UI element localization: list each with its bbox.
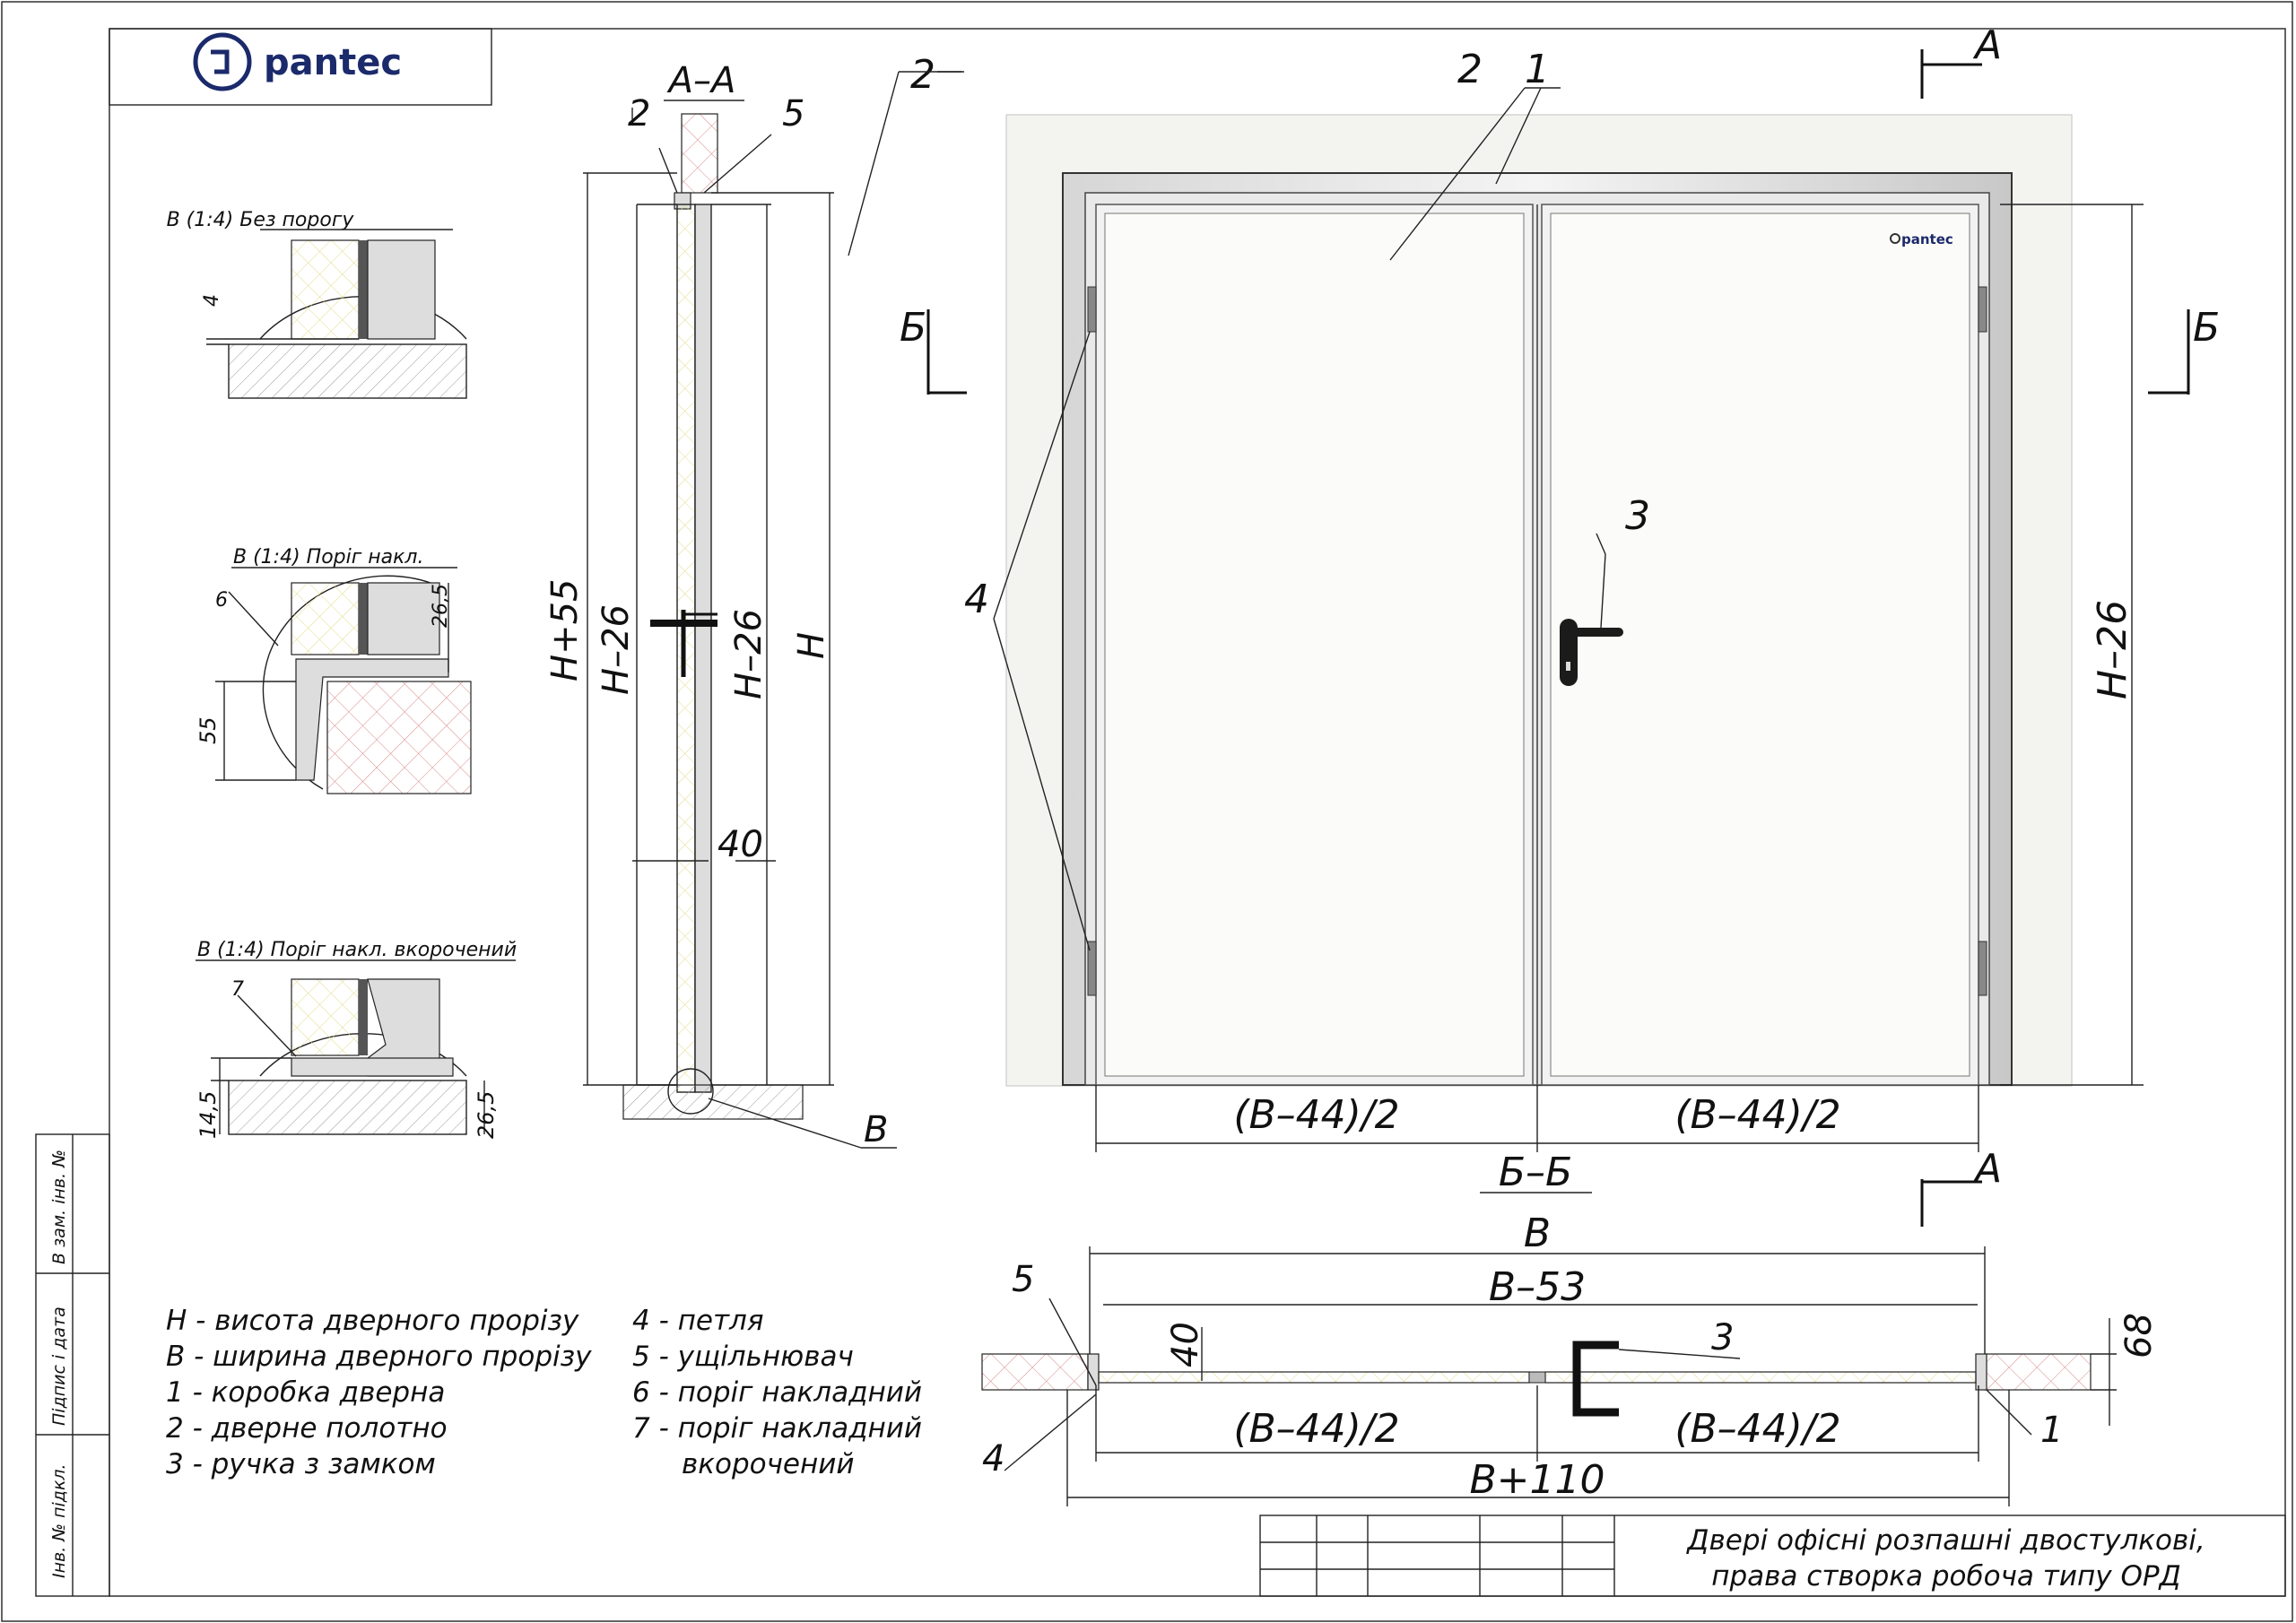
section-aa	[544, 60, 897, 1150]
detail-short-threshold	[196, 939, 517, 1139]
detail-2-dim-55: 55	[196, 716, 221, 744]
section-mark-b-left: Б	[900, 305, 927, 351]
section-bb-dim-b110: В+110	[1469, 1457, 1605, 1503]
section-mark-a-bottom: А	[1975, 1146, 2003, 1192]
detail-3-dim-14-5: 14,5	[196, 1090, 221, 1139]
detail-no-threshold	[167, 209, 466, 398]
section-aa-dim-h: Н	[791, 631, 832, 659]
legend-left-3: 2 - дверне полотно	[166, 1412, 448, 1445]
front-label-3: 3	[1625, 493, 1650, 539]
section-bb-dim-40: 40	[1165, 1322, 1206, 1367]
section-aa-dim-40: 40	[718, 824, 763, 865]
stamp-inv-label: Інв. № підкл.	[49, 1463, 69, 1578]
section-aa-dim-h26-left: Н–26	[596, 604, 637, 695]
section-bb-dim-b: В	[1523, 1211, 1552, 1256]
section-aa-title: А–А	[668, 60, 736, 101]
section-bb-dim-half-left: (В–44)/2	[1233, 1406, 1400, 1452]
stamp-sign-label: Підпис і дата	[49, 1306, 69, 1426]
section-bb-label-4: 4	[982, 1438, 1005, 1480]
brand-name: pantec	[264, 42, 403, 83]
detail-1-dim-4: 4	[201, 294, 223, 307]
detail-3-title: В (1:4) Поріг накл. вкорочений	[197, 939, 517, 961]
title-block	[1260, 1515, 2285, 1596]
legend-left-2: 1 - коробка дверна	[166, 1376, 446, 1409]
section-bb-dim-half-right: (В–44)/2	[1674, 1406, 1841, 1452]
section-bb-label-3: 3	[1711, 1317, 1735, 1358]
section-bb-title: Б–Б	[1498, 1150, 1573, 1195]
section-aa-dim-h26-right: Н–26	[728, 609, 770, 699]
detail-2-label-6: 6	[215, 589, 228, 612]
section-aa-detail-ref: В	[864, 1109, 889, 1150]
section-aa-dim-h55: Н+55	[544, 578, 586, 681]
logo-box	[109, 29, 491, 105]
detail-1-title: В (1:4) Без порогу	[166, 209, 354, 231]
front-dim-h26: Н–26	[2090, 599, 2135, 699]
section-bb-label-1: 1	[2040, 1410, 2064, 1451]
title-line-1: Двері офісні розпашні двостулкові,	[1687, 1524, 2205, 1557]
legend-left-0: Н - висота дверного прорізу	[166, 1305, 579, 1337]
door-leaf-left	[1096, 204, 1533, 1085]
legend-right-0: 4 - петля	[632, 1305, 764, 1337]
section-bb-dim-68: 68	[2118, 1313, 2160, 1358]
legend-right-1: 5 - ущільнювач	[632, 1341, 854, 1373]
section-bb-label-5: 5	[1012, 1259, 1035, 1300]
section-aa-label-5: 5	[782, 93, 805, 135]
front-label-2: 2	[1457, 47, 1483, 92]
pantec-logo-icon	[196, 35, 249, 89]
stamp-replace-label: В зам. інв. №	[49, 1150, 69, 1264]
front-dim-bottom-right: (В–44)/2	[1674, 1092, 1841, 1138]
door-badge-text: pantec	[1901, 231, 1953, 247]
title-line-2: права створка робоча типу ОРД	[1711, 1560, 2181, 1593]
hinge-right-bottom-icon	[1979, 942, 1987, 995]
detail-3-label-7: 7	[231, 978, 244, 1001]
legend-left-4: 3 - ручка з замком	[166, 1448, 436, 1480]
legend	[166, 1305, 922, 1480]
door-leaf-right	[1542, 204, 1979, 1085]
detail-3-dim-26-5: 26,5	[474, 1090, 499, 1139]
hinge-right-top-icon	[1979, 287, 1987, 332]
section-aa-label-2: 2	[628, 93, 651, 135]
front-label-1: 1	[1525, 47, 1550, 92]
front-view	[848, 22, 2220, 1227]
section-mark-b-right: Б	[2193, 305, 2221, 351]
legend-right-4: вкорочений	[682, 1448, 855, 1480]
detail-2-dim-26-5: 26,5	[430, 584, 452, 628]
section-bb	[982, 1150, 2160, 1506]
legend-right-2: 6 - поріг накладний	[632, 1376, 923, 1409]
section-mark-a-top: А	[1975, 22, 2003, 68]
front-label-4: 4	[964, 577, 989, 622]
legend-left-1: В - ширина дверного прорізу	[166, 1341, 592, 1373]
section-bb-dim-b53: В–53	[1488, 1264, 1587, 1310]
hinge-left-top-icon	[1088, 287, 1096, 332]
front-dim-bottom-left: (В–44)/2	[1233, 1092, 1400, 1138]
detail-2-title: В (1:4) Поріг накл.	[233, 546, 424, 568]
side-stamp	[36, 1134, 109, 1596]
front-label-1-leaf: 2	[910, 52, 935, 98]
detail-threshold	[196, 546, 471, 794]
legend-right-3: 7 - поріг накладний	[632, 1412, 923, 1445]
